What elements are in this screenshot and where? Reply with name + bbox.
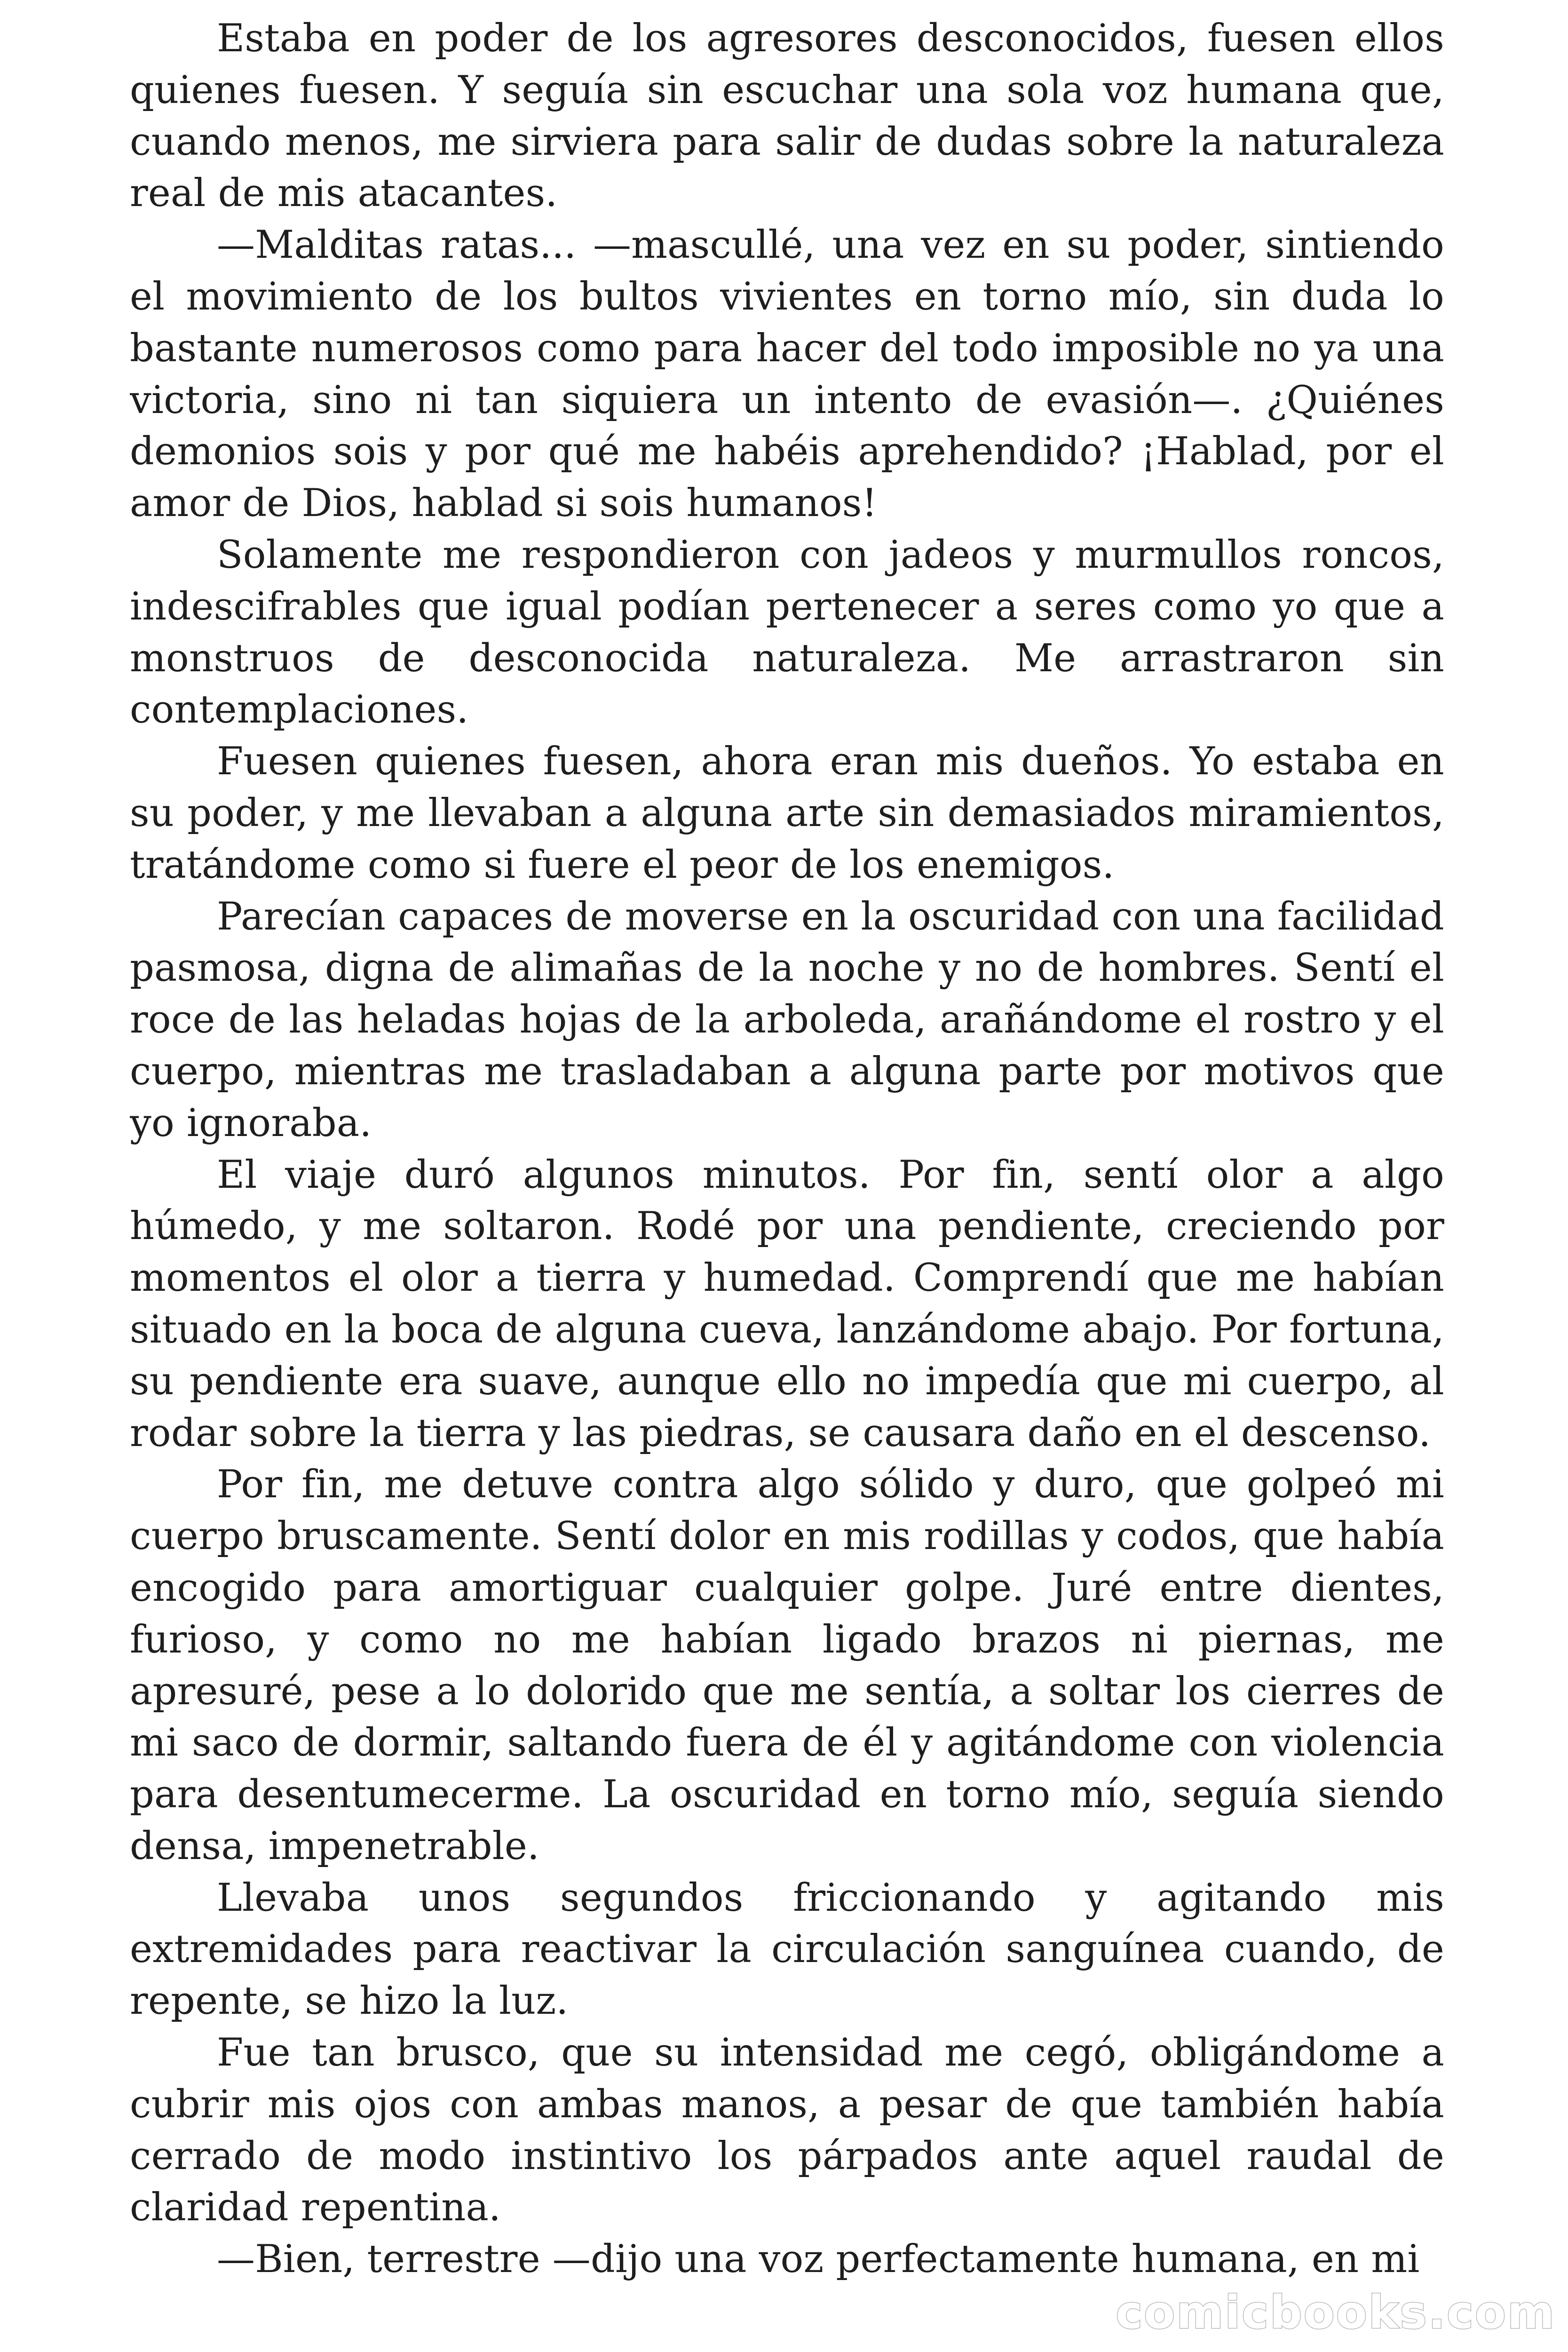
paragraph: Estaba en poder de los agresores desconocidos, fuesen ellos quienes fuesen. Y seguía sin escuchar una sola voz humana que, cuando menos, me sirviera para salir de dudas sobre la naturaleza real de mis atacantes.: [130, 16, 1444, 216]
watermark: comicbooks.com: [1116, 2286, 1556, 2339]
paragraph: —Bien, terrestre —dijo una voz perfectamente humana, en mi: [217, 2237, 1420, 2282]
paragraph: Llevaba unos segundos friccionando y agitando mis extremidades para reactivar la circulación sanguínea cuando, de repente, se hizo la luz.: [130, 1875, 1444, 2024]
paragraph: El viaje duró algunos minutos. Por fin, sentí olor a algo húmedo, y me soltaron. Rodé por una pendiente, creciendo por momentos el olor a tierra y humedad. Comprendí que me habían situado en la boca de alguna cueva, lanzándome abajo. Por fortuna, su pendiente era suave, aunque ello no impedía que mi cuerpo, al rodar sobre la tierra y las piedras, se causara daño en el descenso.: [130, 1152, 1444, 1455]
paragraph: Solamente me respondieron con jadeos y murmullos roncos, indescifrables que igual podían pertenecer a seres como yo que a monstruos de desconocida naturaleza. Me arrastraron sin contemplaciones.: [130, 532, 1444, 732]
paragraph: Por fin, me detuve contra algo sólido y duro, que golpeó mi cuerpo bruscamente. Sentí dolor en mis rodillas y codos, que había encogido para amortiguar cualquier golpe. Juré entre dientes, furioso, y como no me habían ligado brazos ni piernas, me apresuré, pese a lo dolorido que me sentía, a soltar los cierres de mi saco de dormir, saltando fuera de él y agitándome con violencia para desentumecerme. La oscuridad en torno mío, seguía siendo densa, impenetrable.: [130, 1462, 1444, 1868]
page-text: [130, 13, 1444, 2286]
paragraph: Fuesen quienes fuesen, ahora eran mis dueños. Yo estaba en su poder, y me llevaban a alguna arte sin demasiados miramientos, tratándome como si fuere el peor de los enemigos.: [130, 739, 1444, 887]
paragraph: Fue tan brusco, que su intensidad me cegó, obligándome a cubrir mis ojos con ambas manos, a pesar de que también había cerrado de modo instintivo los párpados ante aquel raudal de claridad repentina.: [130, 2031, 1444, 2230]
paragraph: Parecían capaces de moverse en la oscuridad con una facilidad pasmosa, digna de alimañas de la noche y no de hombres. Sentí el roce de las heladas hojas de la arboleda, arañándome el rostro y el cuerpo, mientras me trasladaban a alguna parte por motivos que yo ignoraba.: [130, 894, 1444, 1145]
paragraph: —Malditas ratas... —mascullé, una vez en su poder, sintiendo el movimiento de los bultos vivientes en torno mío, sin duda lo bastante numerosos como para hacer del todo imposible no ya una victoria, sino ni tan siquiera un intento de evasión—. ¿Quiénes demonios sois y por qué me habéis aprehendido? ¡Hablad, por el amor de Dios, hablad si sois humanos!: [130, 223, 1444, 526]
book-page: [130, 0, 1444, 2352]
